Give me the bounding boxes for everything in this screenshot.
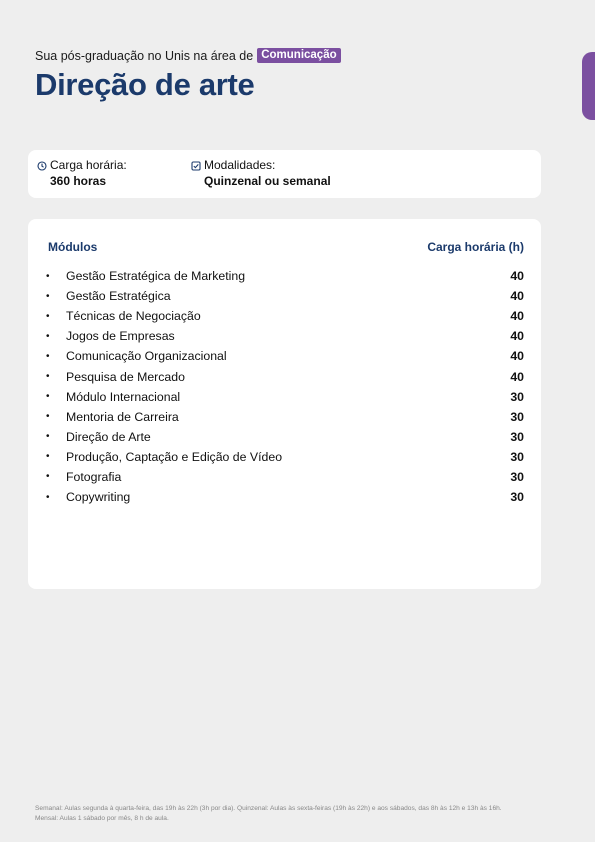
module-hours: 40 [510,309,524,324]
area-badge: Comunicação [257,48,340,63]
bullet: • [46,471,50,483]
workload-label: Carga horária: [50,158,127,172]
workload-value: 360 horas [50,174,107,188]
list-item [46,467,524,487]
module-hours: 40 [510,269,524,284]
bullet: • [46,310,50,322]
module-hours: 30 [510,490,524,505]
module-hours: 40 [510,289,524,304]
checkbox-icon [191,160,201,170]
module-hours: 30 [510,389,524,404]
bullet: • [46,350,50,362]
module-hours: 40 [510,369,524,384]
list-item [46,366,524,386]
modules-list [46,266,524,507]
module-name: Jogos de Empresas [66,329,175,344]
bullet: • [46,451,50,463]
module-name: Pesquisa de Mercado [66,369,185,384]
bullet: • [46,290,50,302]
module-name: Gestão Estratégica de Marketing [66,269,246,284]
workload-block [37,158,127,188]
list-item [46,487,524,507]
module-name: Técnicas de Negociação [66,309,201,324]
list-item [46,346,524,366]
clock-icon [37,160,47,170]
modules-column-header: Módulos [48,240,98,254]
page-header [35,48,341,103]
module-name: Direção de Arte [66,429,151,444]
bullet: • [46,330,50,342]
module-name: Copywriting [66,490,131,505]
module-name: Fotografia [66,469,122,484]
bullet: • [46,391,50,403]
module-name: Comunicação Organizacional [66,349,227,364]
module-name: Produção, Captação e Edição de Vídeo [66,449,283,464]
subtitle-line [35,48,341,63]
footnote-line-1: Semanal: Aulas segunda à quarta-feira, das 19h às 22h (3h por dia). Quinzenal: Aulas às sexta-feiras (19h às 22h) e aos sábados, das 8h às 12h e 13h às 16h. [35,805,502,812]
footnote [35,804,555,823]
bullet: • [46,491,50,503]
bullet: • [46,411,50,423]
list-item [46,427,524,447]
page-title: Direção de arte [35,67,255,102]
module-hours: 40 [510,329,524,344]
module-hours: 30 [510,409,524,424]
modules-card [28,219,541,589]
list-item [46,326,524,346]
list-item [46,387,524,407]
info-card [28,150,541,198]
module-hours: 40 [510,349,524,364]
list-item [46,286,524,306]
bullet: • [46,270,50,282]
list-item [46,407,524,427]
module-name: Módulo Internacional [66,389,181,404]
bullet: • [46,371,50,383]
modality-label: Modalidades: [204,158,276,172]
list-item [46,447,524,467]
hours-column-header: Carga horária (h) [427,240,524,254]
footnote-line-2: Mensal: Aulas 1 sábado por mês, 8 h de aula. [35,814,169,822]
side-tab-decoration [582,52,595,120]
module-hours: 30 [510,469,524,484]
modality-block [191,158,331,188]
list-item [46,266,524,286]
module-hours: 30 [510,449,524,464]
bullet: • [46,431,50,443]
modality-value: Quinzenal ou semanal [204,174,331,188]
subtitle-text: Sua pós-graduação no Unis na área de [35,48,254,63]
list-item [46,306,524,326]
module-hours: 30 [510,429,524,444]
module-name: Gestão Estratégica [66,289,171,304]
module-name: Mentoria de Carreira [66,409,179,424]
modules-header [48,240,524,254]
